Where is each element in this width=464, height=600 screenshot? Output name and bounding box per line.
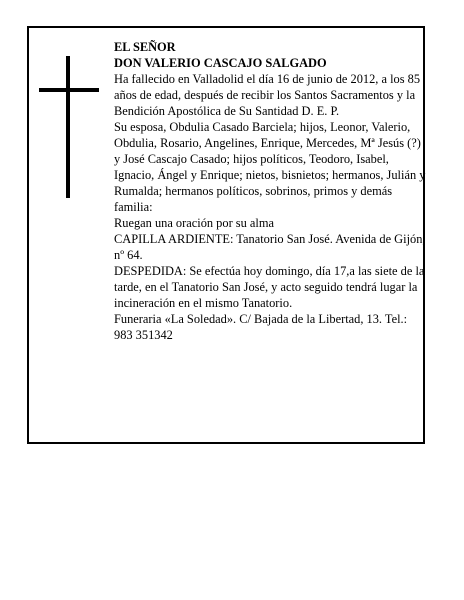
notice-title: EL SEÑOR — [114, 40, 176, 54]
prayer-request: Ruegan una oración por su alma — [114, 216, 274, 230]
deceased-name: DON VALERIO CASCAJO SALGADO — [114, 56, 327, 70]
chapel-info: CAPILLA ARDIENTE: Tanatorio San José. Avenida de Gijón, nº 64. — [114, 232, 426, 262]
death-announcement: Ha fallecido en Valladolid el día 16 de junio de 2012, a los 85 años de edad, después de recibir los Santos Sacramentos y la Bendición Apostólica de Su Santidad D. E. P. — [114, 72, 421, 118]
cross-icon — [39, 56, 99, 198]
cross-vertical-bar — [66, 56, 70, 198]
farewell-info: DESPEDIDA: Se efectúa hoy domingo, día 17,a las siete de la tarde, en el Tanatorio San José, y acto seguido tendrá lugar la incineración en el mismo Tanatorio. — [114, 264, 425, 310]
family-list: Su esposa, Obdulia Casado Barciela; hijos, Leonor, Valerio, Obdulia, Rosario, Angelines, Enrique, Mercedes, Mª Jesús (?) y José Cascajo Casado; hijos políticos, Teodoro, Isabel, Ignacio, Ángel y Enrique; nietos, bisnietos; hermanos, Julián y Rumalda; hermanos políticos, sobrinos, primos y demás familia: — [114, 120, 426, 214]
notice-body — [114, 39, 426, 343]
cross-horizontal-bar — [39, 88, 99, 92]
funeral-home-info: Funeraria «La Soledad». C/ Bajada de la Libertad, 13. Tel.: 983 351342 — [114, 312, 408, 342]
obituary-notice — [27, 26, 425, 444]
